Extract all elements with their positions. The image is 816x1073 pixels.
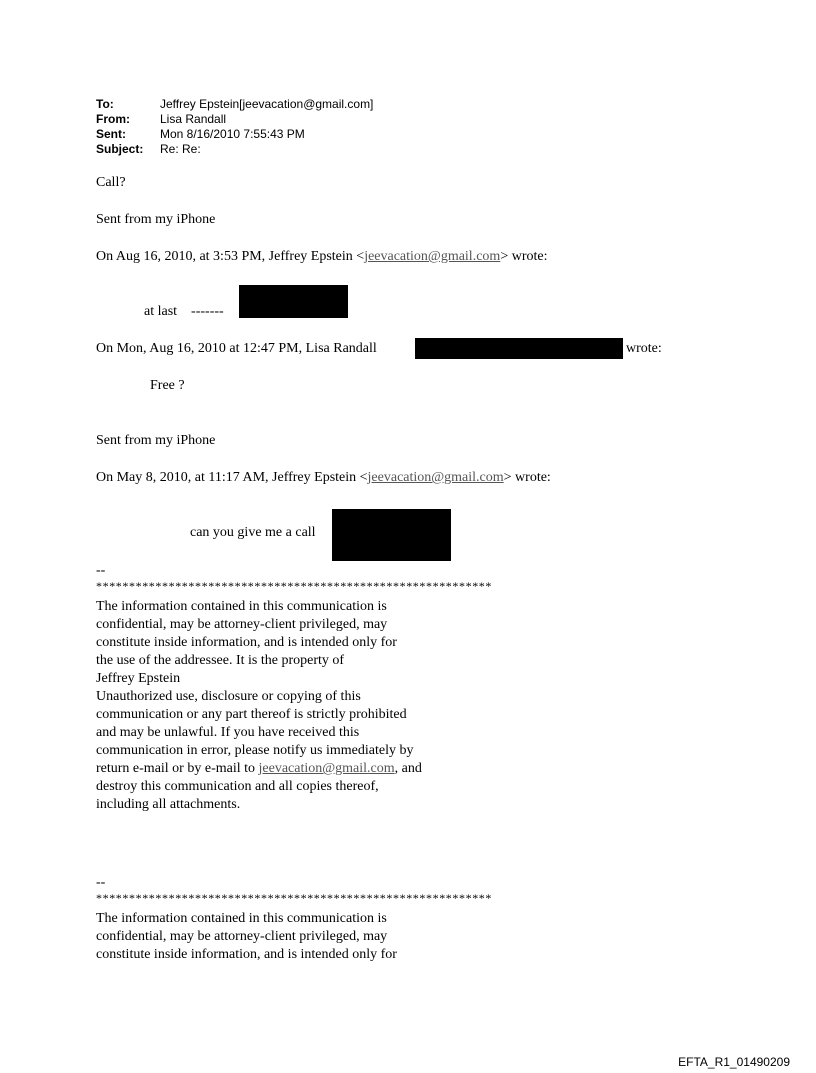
disclaimer-return-prefix: return e-mail or by e-mail to xyxy=(96,761,259,776)
disclaimer-1-line-7: communication or any part thereof is strictly prohibited xyxy=(96,707,407,722)
sent-from-iphone-2: Sent from my iPhone xyxy=(96,433,216,448)
disclaimer-1-line-3: constitute inside information, and is intended only for xyxy=(96,635,397,650)
quote-line-3-prefix: On May 8, 2010, at 11:17 AM, Jeffrey Epstein < xyxy=(96,470,368,485)
quote-line-2-prefix: On Mon, Aug 16, 2010 at 12:47 PM, Lisa Randall xyxy=(96,341,377,356)
disclaimer-1-line-10 xyxy=(96,760,422,778)
quote-line-1 xyxy=(96,248,547,266)
free-text: Free ? xyxy=(150,378,185,393)
from-row xyxy=(96,112,226,127)
quote-line-3-email-link[interactable]: jeevacation@gmail.com xyxy=(367,470,504,485)
disclaimer-1-line-2: confidential, may be attorney-client privileged, may xyxy=(96,617,388,632)
quote-line-3 xyxy=(96,469,551,487)
redaction-box-3 xyxy=(332,509,451,561)
from-value: Lisa Randall xyxy=(160,112,227,126)
disclaimer-1-line-9: communication in error, please notify us immediately by xyxy=(96,743,414,758)
sent-value: Mon 8/16/2010 7:55:43 PM xyxy=(160,127,305,141)
disclaimer-1-line-8: and may be unlawful. If you have received this xyxy=(96,725,360,740)
star-divider-1: ************************************************************ xyxy=(96,579,492,593)
disclaimer-1-line-4: the use of the addressee. It is the property of xyxy=(96,653,345,668)
sent-row xyxy=(96,127,305,142)
disclaimer-1-line-5: Jeffrey Epstein xyxy=(96,671,181,686)
to-value: Jeffrey Epstein[jeevacation@gmail.com] xyxy=(160,97,374,111)
call-text: Call? xyxy=(96,175,126,190)
document-id: EFTA_R1_01490209 xyxy=(678,1055,790,1069)
quote-line-3-suffix: > wrote: xyxy=(503,470,551,485)
disclaimer-2-line-1: The information contained in this communication is xyxy=(96,911,387,926)
quote-line-2-suffix: wrote: xyxy=(626,341,662,356)
from-label: From: xyxy=(96,112,130,126)
disclaimer-2-line-3: constitute inside information, and is intended only for xyxy=(96,947,397,962)
quote-line-1-prefix: On Aug 16, 2010, at 3:53 PM, Jeffrey Epstein < xyxy=(96,249,365,264)
to-label: To: xyxy=(96,97,114,111)
star-divider-2: ************************************************************ xyxy=(96,891,492,905)
dashes-text: ------- xyxy=(191,304,224,319)
quote-line-1-suffix: > wrote: xyxy=(500,249,548,264)
subject-value: Re: Re: xyxy=(160,142,201,156)
disclaimer-1-line-12: including all attachments. xyxy=(96,797,241,812)
subject-row xyxy=(96,142,201,157)
subject-label: Subject: xyxy=(96,142,144,156)
at-last-line xyxy=(144,303,224,321)
give-call-text: can you give me a call xyxy=(190,525,316,540)
disclaimer-1-line-6: Unauthorized use, disclosure or copying of this xyxy=(96,689,361,704)
sent-from-iphone-1: Sent from my iPhone xyxy=(96,212,216,227)
redaction-box-2 xyxy=(415,338,623,359)
signature-separator-2: -- xyxy=(96,875,106,890)
disclaimer-email-link[interactable]: jeevacation@gmail.com xyxy=(258,761,395,776)
disclaimer-2-line-2: confidential, may be attorney-client privileged, may xyxy=(96,929,388,944)
signature-separator-1: -- xyxy=(96,563,106,578)
disclaimer-return-suffix: , and xyxy=(394,761,422,776)
to-row xyxy=(96,97,373,112)
disclaimer-1-line-11: destroy this communication and all copies thereof, xyxy=(96,779,379,794)
quote-line-1-email-link[interactable]: jeevacation@gmail.com xyxy=(364,249,501,264)
at-last-text: at last xyxy=(144,304,178,319)
sent-label: Sent: xyxy=(96,127,126,141)
disclaimer-1-line-1: The information contained in this communication is xyxy=(96,599,387,614)
redaction-box-1 xyxy=(239,285,348,318)
